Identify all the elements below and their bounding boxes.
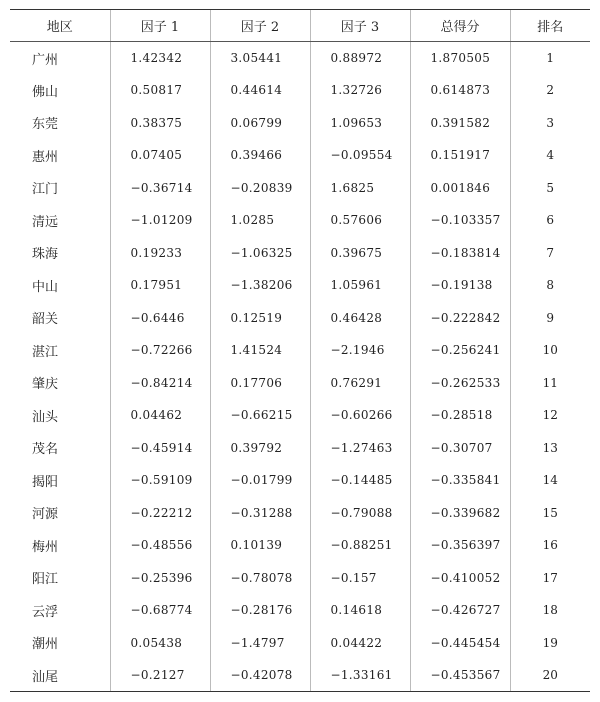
cell-region: 梅州 xyxy=(32,539,59,555)
cell-total-score: 1.870505 xyxy=(410,42,510,75)
table-row xyxy=(10,334,590,367)
cell-factor-3: 1.09653 xyxy=(310,107,410,140)
cell-factor-1: −0.6446 xyxy=(110,302,210,335)
cell-factor-2: −0.01799 xyxy=(210,464,310,497)
table-row xyxy=(10,74,590,107)
table-row xyxy=(10,139,590,172)
cell-total-score: −0.339682 xyxy=(410,497,510,530)
header-factor-3: 因子 3 xyxy=(310,10,410,42)
cell-factor-2: 0.10139 xyxy=(210,529,310,562)
cell-total-score: −0.445454 xyxy=(410,627,510,660)
cell-region: 肇庆 xyxy=(32,377,59,393)
cell-factor-2: 1.41524 xyxy=(210,334,310,367)
cell-region: 惠州 xyxy=(32,149,59,165)
cell-factor-1: 0.50817 xyxy=(110,74,210,107)
cell-factor-3: 1.32726 xyxy=(310,74,410,107)
cell-region: 河源 xyxy=(32,507,59,523)
cell-factor-1: −0.22212 xyxy=(110,497,210,530)
cell-total-score: −0.19138 xyxy=(410,269,510,302)
cell-rank: 18 xyxy=(510,594,590,627)
cell-factor-3: 0.39675 xyxy=(310,237,410,270)
cell-rank: 3 xyxy=(510,107,590,140)
cell-rank: 13 xyxy=(510,432,590,465)
cell-factor-2: −0.42078 xyxy=(210,659,310,692)
table-row xyxy=(10,399,590,432)
header-factor-1: 因子 1 xyxy=(110,10,210,42)
cell-factor-3: 0.46428 xyxy=(310,302,410,335)
table-row xyxy=(10,107,590,140)
cell-factor-1: 0.38375 xyxy=(110,107,210,140)
header-region: 地区 xyxy=(10,10,110,42)
cell-rank: 2 xyxy=(510,74,590,107)
cell-factor-3: −0.88251 xyxy=(310,529,410,562)
cell-factor-2: 0.06799 xyxy=(210,107,310,140)
table-row xyxy=(10,659,590,692)
table-row xyxy=(10,42,590,75)
table-row xyxy=(10,432,590,465)
cell-region: 揭阳 xyxy=(32,474,59,490)
table-row xyxy=(10,529,590,562)
table-body xyxy=(10,42,590,692)
cell-factor-2: −0.66215 xyxy=(210,399,310,432)
cell-region: 江门 xyxy=(32,182,59,198)
cell-rank: 17 xyxy=(510,562,590,595)
table-row xyxy=(10,204,590,237)
cell-total-score: −0.256241 xyxy=(410,334,510,367)
header-factor-2: 因子 2 xyxy=(210,10,310,42)
cell-factor-1: −0.45914 xyxy=(110,432,210,465)
table-header xyxy=(10,10,590,42)
cell-rank: 14 xyxy=(510,464,590,497)
cell-rank: 1 xyxy=(510,42,590,75)
cell-factor-3: −1.33161 xyxy=(310,659,410,692)
cell-factor-2: 0.39792 xyxy=(210,432,310,465)
cell-factor-1: −0.25396 xyxy=(110,562,210,595)
cell-factor-2: 0.17706 xyxy=(210,367,310,400)
cell-rank: 5 xyxy=(510,172,590,205)
factor-score-table xyxy=(10,9,590,692)
cell-region: 清远 xyxy=(32,214,59,230)
table-row xyxy=(10,464,590,497)
cell-total-score: −0.335841 xyxy=(410,464,510,497)
cell-factor-3: 1.6825 xyxy=(310,172,410,205)
cell-rank: 12 xyxy=(510,399,590,432)
table-row xyxy=(10,269,590,302)
cell-rank: 8 xyxy=(510,269,590,302)
cell-factor-2: 1.0285 xyxy=(210,204,310,237)
cell-factor-1: −0.68774 xyxy=(110,594,210,627)
cell-factor-1: −0.48556 xyxy=(110,529,210,562)
cell-rank: 15 xyxy=(510,497,590,530)
cell-factor-2: 0.44614 xyxy=(210,74,310,107)
header-row xyxy=(10,10,590,42)
cell-factor-2: 0.39466 xyxy=(210,139,310,172)
cell-rank: 6 xyxy=(510,204,590,237)
cell-total-score: −0.356397 xyxy=(410,529,510,562)
cell-total-score: −0.183814 xyxy=(410,237,510,270)
cell-region: 汕尾 xyxy=(10,659,110,692)
cell-factor-2: −0.78078 xyxy=(210,562,310,595)
cell-region: 茂名 xyxy=(32,442,59,458)
cell-total-score: −0.30707 xyxy=(410,432,510,465)
table-row xyxy=(10,237,590,270)
header-rank: 排名 xyxy=(510,10,590,42)
cell-total-score: −0.410052 xyxy=(410,562,510,595)
table-row xyxy=(10,562,590,595)
cell-factor-2: −0.28176 xyxy=(210,594,310,627)
cell-factor-3: −0.157 xyxy=(310,562,410,595)
cell-total-score: −0.28518 xyxy=(410,399,510,432)
cell-factor-3: −0.09554 xyxy=(310,139,410,172)
cell-factor-1: −0.72266 xyxy=(110,334,210,367)
table-row xyxy=(10,172,590,205)
cell-factor-1: −0.59109 xyxy=(110,464,210,497)
factor-score-table-container xyxy=(10,9,590,692)
cell-total-score: 0.391582 xyxy=(410,107,510,140)
cell-factor-3: −0.14485 xyxy=(310,464,410,497)
cell-total-score: 0.001846 xyxy=(410,172,510,205)
cell-factor-2: 0.12519 xyxy=(210,302,310,335)
cell-region: 东莞 xyxy=(32,117,59,133)
cell-rank: 7 xyxy=(510,237,590,270)
cell-total-score: −0.222842 xyxy=(410,302,510,335)
cell-region: 潮州 xyxy=(32,637,59,653)
table-row xyxy=(10,497,590,530)
cell-rank: 11 xyxy=(510,367,590,400)
table-row xyxy=(10,302,590,335)
cell-factor-2: 3.05441 xyxy=(210,42,310,75)
cell-rank: 20 xyxy=(510,659,590,692)
cell-factor-3: 0.14618 xyxy=(310,594,410,627)
cell-region: 中山 xyxy=(32,279,59,295)
cell-factor-3: 1.05961 xyxy=(310,269,410,302)
cell-factor-1: −0.84214 xyxy=(110,367,210,400)
cell-total-score: −0.426727 xyxy=(410,594,510,627)
cell-rank: 16 xyxy=(510,529,590,562)
cell-region: 广州 xyxy=(32,52,59,68)
cell-factor-1: −0.36714 xyxy=(110,172,210,205)
cell-region: 韶关 xyxy=(32,312,59,328)
cell-factor-2: −0.20839 xyxy=(210,172,310,205)
cell-factor-3: −2.1946 xyxy=(310,334,410,367)
cell-factor-3: −1.27463 xyxy=(310,432,410,465)
cell-factor-1: −1.01209 xyxy=(110,204,210,237)
cell-total-score: −0.262533 xyxy=(410,367,510,400)
cell-factor-3: 0.04422 xyxy=(310,627,410,660)
cell-factor-2: −1.4797 xyxy=(210,627,310,660)
cell-region: 汕头 xyxy=(32,409,59,425)
cell-factor-2: −0.31288 xyxy=(210,497,310,530)
cell-total-score: 0.151917 xyxy=(410,139,510,172)
cell-factor-1: 0.04462 xyxy=(110,399,210,432)
cell-region: 珠海 xyxy=(32,247,59,263)
cell-factor-3: 0.88972 xyxy=(310,42,410,75)
cell-factor-1: 0.05438 xyxy=(110,627,210,660)
cell-factor-1: 1.42342 xyxy=(110,42,210,75)
cell-factor-1: 0.17951 xyxy=(110,269,210,302)
table-row xyxy=(10,594,590,627)
cell-region: 佛山 xyxy=(32,84,59,100)
cell-factor-3: −0.60266 xyxy=(310,399,410,432)
cell-factor-3: −0.79088 xyxy=(310,497,410,530)
cell-factor-2: −1.38206 xyxy=(210,269,310,302)
cell-factor-1: −0.2127 xyxy=(110,659,210,692)
cell-factor-3: 0.76291 xyxy=(310,367,410,400)
table-row xyxy=(10,367,590,400)
cell-rank: 9 xyxy=(510,302,590,335)
cell-rank: 19 xyxy=(510,627,590,660)
cell-region: 阳江 xyxy=(32,572,59,588)
table-row xyxy=(10,627,590,660)
cell-total-score: 0.614873 xyxy=(410,74,510,107)
cell-region: 湛江 xyxy=(32,344,59,360)
cell-rank: 4 xyxy=(510,139,590,172)
cell-rank: 10 xyxy=(510,334,590,367)
cell-factor-2: −1.06325 xyxy=(210,237,310,270)
cell-factor-1: 0.07405 xyxy=(110,139,210,172)
cell-total-score: −0.103357 xyxy=(410,204,510,237)
cell-factor-3: 0.57606 xyxy=(310,204,410,237)
cell-region: 云浮 xyxy=(32,604,59,620)
header-total-score: 总得分 xyxy=(410,10,510,42)
cell-total-score: −0.453567 xyxy=(410,659,510,692)
cell-factor-1: 0.19233 xyxy=(110,237,210,270)
